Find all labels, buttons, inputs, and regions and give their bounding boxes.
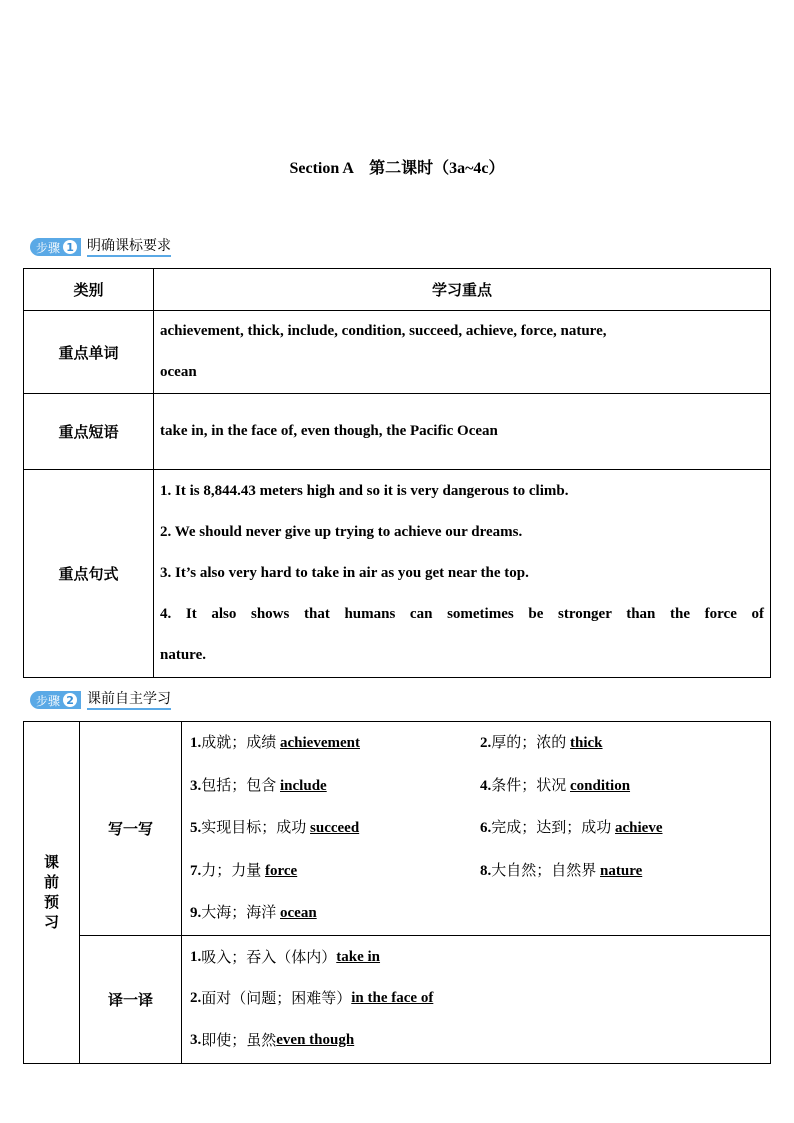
page-title: Section A 第二课时（3a~4c） xyxy=(289,160,505,177)
row-category: 重点单词 xyxy=(24,311,154,394)
answer: force xyxy=(265,862,298,879)
content-line: nature. xyxy=(160,647,206,663)
row-content xyxy=(154,470,771,678)
header-focus: 学习重点 xyxy=(154,269,771,311)
list-item: 4.条件；状况 condition xyxy=(480,775,631,794)
answer: include xyxy=(280,777,327,794)
answer: succeed xyxy=(310,820,360,836)
content-line: take in, in the face of, even though, the Pacific Ocean xyxy=(160,423,498,439)
item-row xyxy=(190,765,762,808)
content-line: 1. It is 8,844.43 meters high and so it is very dangerous to climb. xyxy=(160,483,569,499)
side-char: 前 xyxy=(43,873,59,892)
side-label xyxy=(24,722,80,1064)
step-number: 2 xyxy=(63,693,77,707)
step-label: 步骤 xyxy=(36,693,61,708)
answer: in the face of xyxy=(351,990,434,1007)
translate-row xyxy=(24,935,771,1063)
content-line: 4. It also shows that humans can sometimes be stronger than the force of xyxy=(160,606,764,622)
list-item: 1.成就；成绩 achievement xyxy=(190,733,360,751)
item-row xyxy=(190,850,762,893)
table-row xyxy=(24,470,771,678)
step-title: 课前自主学习 xyxy=(87,690,171,710)
step-1-badge xyxy=(30,238,81,256)
list-item: 3.包括；包含 include xyxy=(190,775,327,794)
answer: ocean xyxy=(280,905,317,921)
row-category: 重点句式 xyxy=(24,470,154,678)
write-row xyxy=(24,722,771,936)
table-row xyxy=(24,311,771,394)
row-category: 重点短语 xyxy=(24,394,154,470)
side-char: 习 xyxy=(43,913,59,932)
header-category: 类别 xyxy=(24,269,154,311)
step-title: 明确课标要求 xyxy=(87,237,171,257)
step-2-badge xyxy=(30,691,81,709)
list-item: 9.大海；海洋 ocean xyxy=(190,903,317,921)
step-number: 1 xyxy=(63,240,77,254)
translate-items xyxy=(182,935,771,1063)
answer: even though xyxy=(276,1031,355,1048)
write-items xyxy=(182,722,771,936)
side-char: 预 xyxy=(43,893,59,912)
preview-table xyxy=(23,721,771,1064)
list-item: 5.实现目标；成功 succeed xyxy=(190,818,360,836)
answer: condition xyxy=(570,777,631,794)
step-2-heading xyxy=(30,691,171,709)
answer: achievement xyxy=(280,735,360,751)
goals-table xyxy=(23,268,771,678)
table-row xyxy=(24,394,771,470)
table-header-row xyxy=(24,269,771,311)
item-row xyxy=(190,892,762,935)
list-item: 2. 面对（问题；困难等） in the face of xyxy=(190,978,762,1020)
write-label: 写一写 xyxy=(80,722,182,936)
content-line: 3. It’s also very hard to take in air as you get near the top. xyxy=(160,565,529,581)
row-content xyxy=(154,311,771,394)
step-1-heading xyxy=(30,238,171,256)
step-label: 步骤 xyxy=(36,240,61,255)
content-line: achievement, thick, include, condition, succeed, achieve, force, nature, xyxy=(160,323,607,339)
answer: thick xyxy=(570,735,603,751)
answer: achieve xyxy=(615,820,663,836)
list-item: 2.厚的；浓的 thick xyxy=(480,733,603,751)
row-content xyxy=(154,394,771,470)
item-row xyxy=(190,722,762,765)
content-line: 2. We should never give up trying to achieve our dreams. xyxy=(160,524,523,540)
answer: nature xyxy=(600,862,643,879)
list-item: 7.力；力量 force xyxy=(190,860,298,879)
translate-label: 译一译 xyxy=(80,935,182,1063)
list-item: 3. 即使；虽然 even though xyxy=(190,1020,762,1062)
list-item: 6.完成；达到；成功 achieve xyxy=(480,818,663,836)
item-row xyxy=(190,807,762,850)
list-item: 8.大自然；自然界 nature xyxy=(480,860,643,879)
list-item: 1. 吸入；吞入（体内） take in xyxy=(190,937,762,979)
side-char: 课 xyxy=(43,853,59,872)
answer: take in xyxy=(336,948,381,965)
content-line: ocean xyxy=(160,364,197,380)
